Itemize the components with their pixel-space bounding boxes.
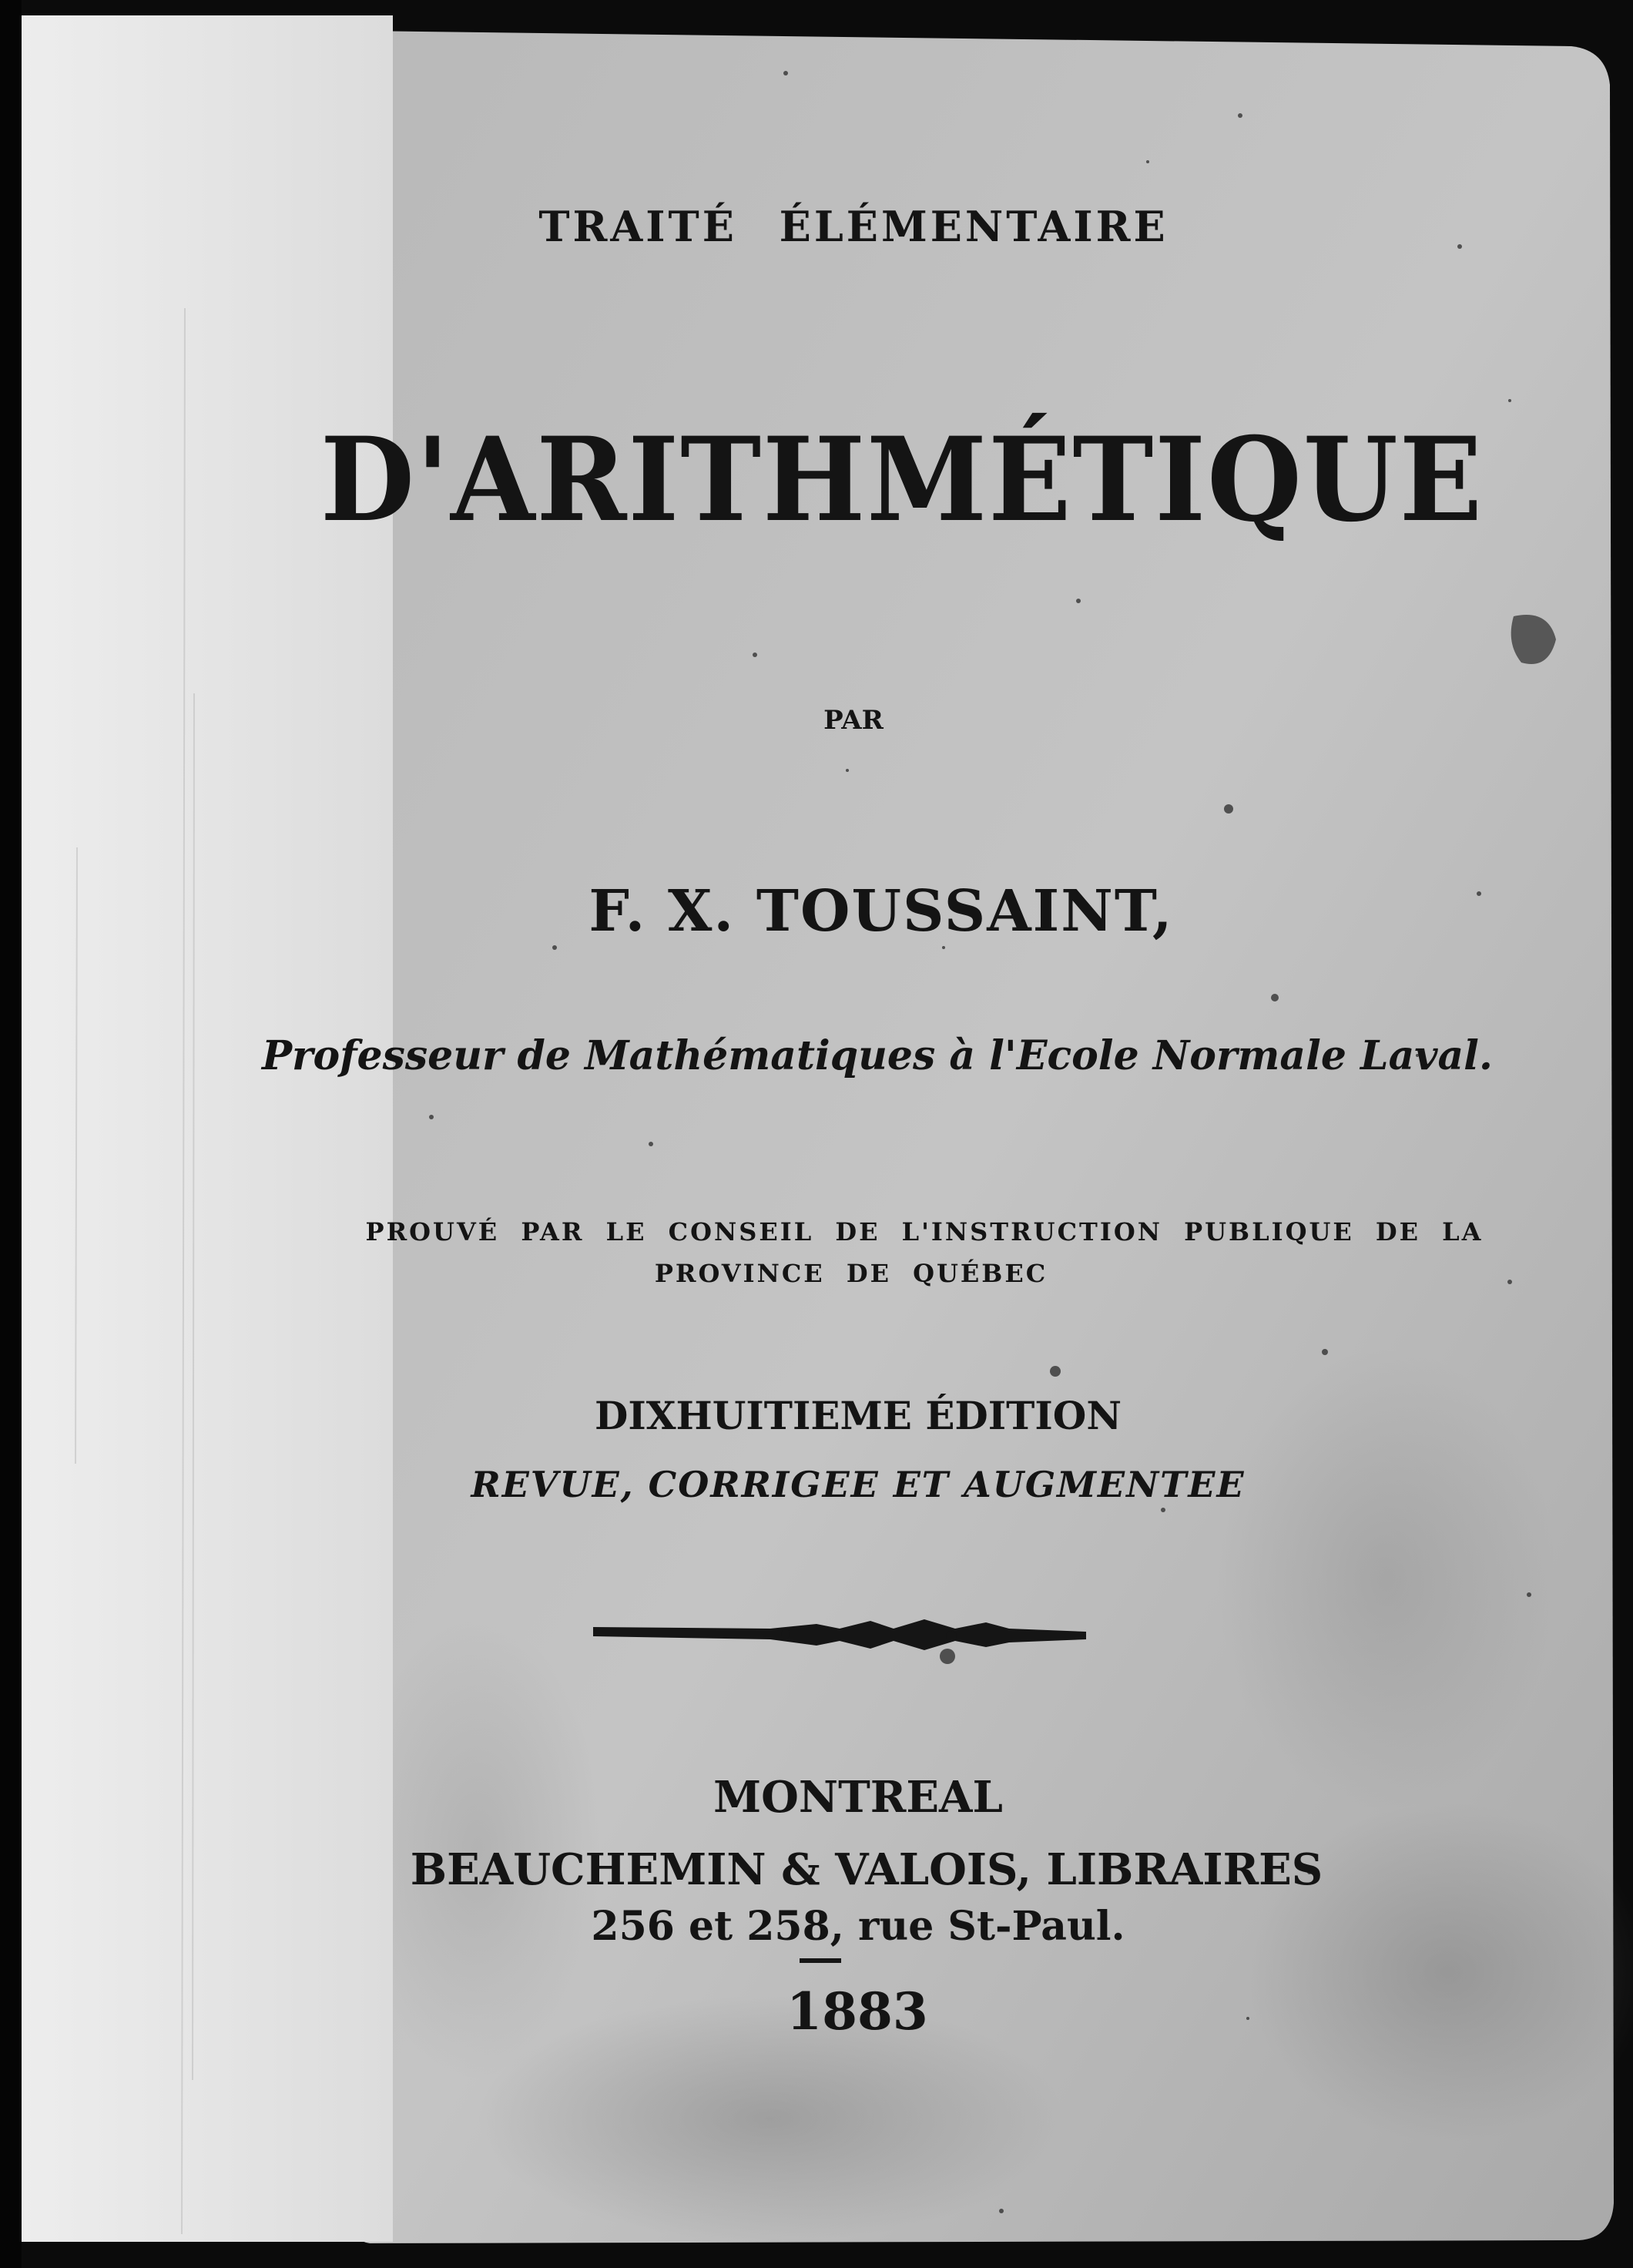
publisher: BEAUCHEMIN & VALOIS, LIBRAIRES [410, 1844, 1323, 1895]
by-label: PAR [823, 705, 884, 736]
approval-line-2: PROVINCE DE QUÉBEC [654, 1259, 1048, 1288]
publication-year: 1883 [786, 1981, 928, 2042]
approval-line-1: PROUVÉ PAR LE CONSEIL DE L'INSTRUCTION PUBLIQUE DE LA [365, 1217, 1484, 1246]
title-line-1: TRAITÉ ÉLÉMENTAIRE [538, 202, 1169, 251]
publisher-address: 256 et 258, rue St-Paul. [591, 1903, 1125, 1950]
edition-note: REVUE, CORRIGEE ET AUGMENTEE [471, 1464, 1246, 1505]
edition: DIXHUITIEME ÉDITION [594, 1393, 1122, 1438]
author-name: F. X. TOUSSAINT, [588, 878, 1174, 944]
author-title: Professeur de Mathématiques à l'Ecole Normale Laval. [261, 1032, 1494, 1079]
title-line-2: D'ARITHMÉTIQUE [320, 412, 1484, 548]
publication-city: MONTREAL [713, 1772, 1003, 1823]
year-dash [800, 1958, 841, 1963]
